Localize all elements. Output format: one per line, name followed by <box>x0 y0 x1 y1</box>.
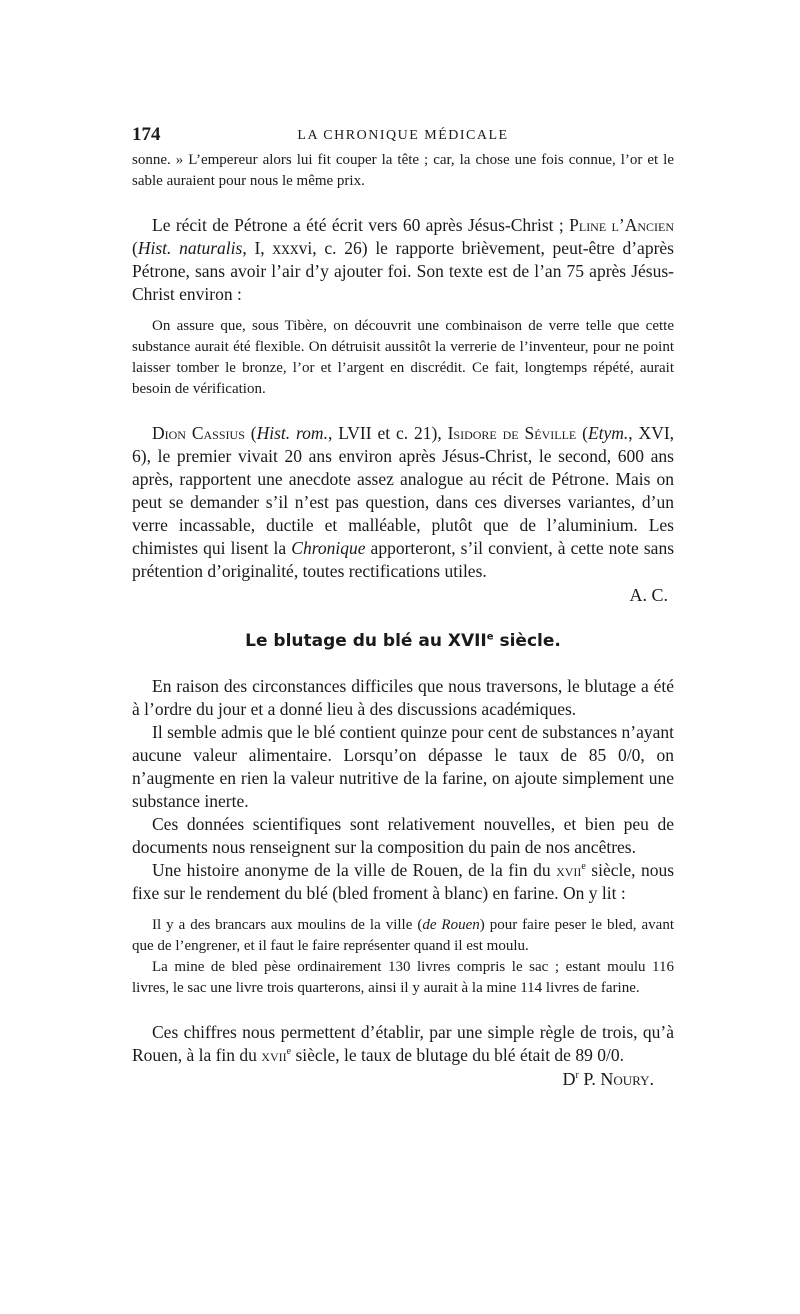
document-page <box>132 124 674 1091</box>
paragraph: En raison des circonstances difficiles que nous traversons, le blutage a été à l’ordre du jour et a donné lieu à des discussions académiques. <box>132 676 674 719</box>
work-title: Hist. rom. <box>256 423 328 443</box>
page-number: 174 <box>132 124 161 145</box>
author-name: Pline l’Ancien <box>569 215 674 235</box>
rouen-quote: Il y a des brancars aux moulins de la ville (de Rouen) pour faire peser le bled, avant que de l’engrener, et il faut le faire représenter quand il est moulu. <box>132 917 674 954</box>
rouen-quote: La mine de bled pèse ordinairement 130 livres compris le sac ; estant moulu 116 livres, le sac une livre trois quarterons, ainsi il y aurait à la mine 114 livres de farine. <box>132 959 674 996</box>
author-name: Dion Cassius <box>152 423 245 443</box>
paragraph: Une histoire anonyme de la ville de Rouen, de la fin du xvii$^e$ siècle, nous fixe sur le rendement du blé (bled froment à blanc) en farine. On y lit : <box>132 860 675 903</box>
paragraph: Ces données scientifiques sont relativement nouvelles, et bien peu de documents nous renseignent sur la composition du pain de nos ancêtres. <box>132 814 674 857</box>
paragraph: Il semble admis que le blé contient quinze pour cent de substances n’ayant aucune valeur alimentaire. Lorsqu’on dépasse le taux de 85 0/0, on n’augmente en rien la valeur nutritive de la farine, on ajoute simplement une substance inerte. <box>132 722 674 811</box>
pline-quote: On assure que, sous Tibère, on découvrit une combinaison de verre telle que cette substance aurait été flexible. On détruisit aussitôt la verrerie de l’inventeur, pour ne point laisser tomber le bronze, l’or et l’argent en discrédit. Ce fait, longtemps répété, aurait besoin de vérification. <box>132 318 674 397</box>
paragraph-petrone: Le récit de Pétrone a été écrit vers 60 après Jésus-Christ ; Pline l’Ancien (Hist. naturalis, I, xxxvi, c. 26) le rapporte brièvement, peut-être d’après Pétrone, sans avoir l’air d’y ajouter foi. Son texte est de l’an 75 après Jésus-Christ environ : <box>132 215 674 304</box>
quote-continuation: sonne. » L’empereur alors lui fit couper la tête ; car, la chose une fois connue, l’or et le sable auraient pour nous le même prix. <box>132 152 674 189</box>
work-title: Etym. <box>587 423 629 443</box>
running-head <box>132 124 674 150</box>
work-title: Hist. naturalis <box>137 238 243 258</box>
section-title: Le blutage du blé au XVIIe siècle. <box>245 631 561 651</box>
author-name: Isidore de Séville <box>447 423 577 443</box>
signature-author: $D^r$ P. Noury. <box>562 1069 654 1089</box>
running-title: LA CHRONIQUE MÉDICALE <box>297 128 509 143</box>
paragraph-dion: Dion Cassius (Hist. rom., LVII et c. 21), Isidore de Séville (Etym., XVI, 6), le premier vivait 20 ans environ après Jésus-Christ, le second, 600 ans après, rapportent une anecdote assez analogue au récit de Pétrone. Mais on peut se demander s’il n’est pas question, dans ces diverses variantes, d’un verre incassable, ductile et malléable, plutôt que de l’aluminium. Les chimistes qui lisent la Chronique apporteront, s’il convient, à cette note sans prétention d’originalité, toutes rectifications utiles. <box>132 423 675 581</box>
paragraph-conclusion: Ces chiffres nous permettent d’établir, par une simple règle de trois, qu’à Rouen, à la fin du xvii$^e$ siècle, le taux de blutage du blé était de 89 0/0. <box>132 1022 674 1065</box>
signature-initials: A. C. <box>629 585 668 605</box>
work-title: Chronique <box>291 538 366 558</box>
